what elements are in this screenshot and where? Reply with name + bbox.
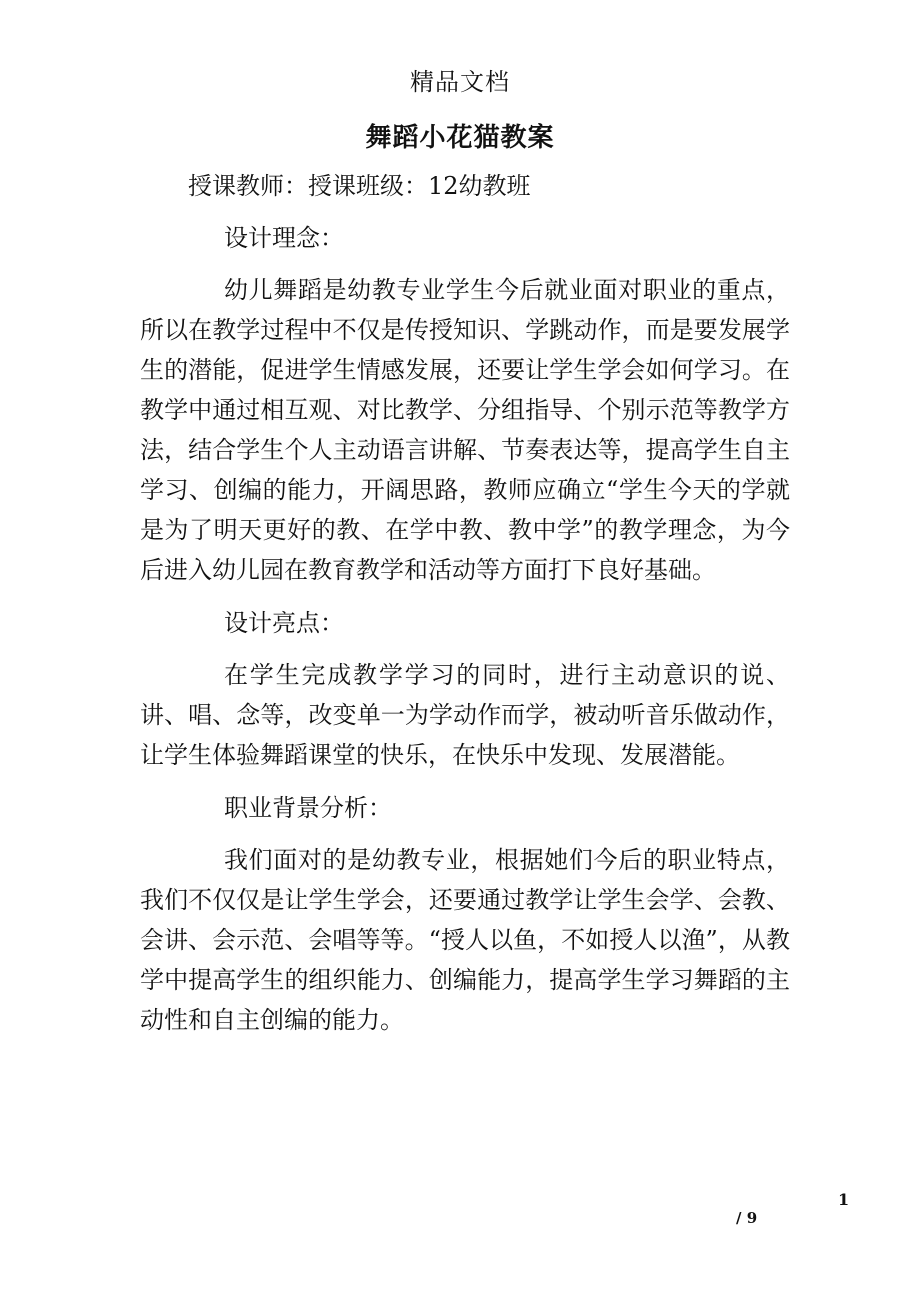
page-number: 1: [838, 1190, 850, 1209]
page-header: 精品文档: [410, 68, 510, 96]
section-heading-design-concept: 设计理念：: [224, 224, 344, 252]
section-body-design-highlights: 在学生完成教学学习的同时，进行主动意识的说、讲、唱、念等，改变单一为学动作而学，被动听音乐做动作，让学生体验舞蹈课堂的快乐，在快乐中发现、发展潜能。: [140, 661, 790, 769]
class-info: 授课教师：授课班级：12幼教班: [188, 172, 531, 200]
section-body-career-background: 我们面对的是幼教专业，根据她们今后的职业特点，我们不仅仅是让学生学会，还要通过教学让学生会学、会教、会讲、会示范、会唱等等。“授人以鱼，不如授人以渔”，从教学中提高学生的组织能力、创编能力，提高学生学习舞蹈的主动性和自主创编的能力。: [140, 846, 790, 1034]
document-title: 舞蹈小花猫教案: [365, 123, 555, 153]
section-body-design-concept: 幼儿舞蹈是幼教专业学生今后就业面对职业的重点，所以在教学过程中不仅是传授知识、学跳动作，而是要发展学生的潜能，促进学生情感发展，还要让学生学会如何学习。在教学中通过相互观、对比教学、分组指导、个别示范等教学方法，结合学生个人主动语言讲解、节奏表达等，提高学生自主学习、创编的能力，开阔思路，教师应确立“学生今天的学就是为了明天更好的教、在学中教、教中学”的教学理念，为今后进入幼儿园在教育教学和活动等方面打下良好基础。: [140, 276, 790, 584]
section-heading-career-background: 职业背景分析：: [224, 794, 392, 822]
page-total: / 9: [736, 1209, 758, 1227]
section-heading-design-highlights: 设计亮点：: [224, 609, 344, 637]
document-body: [140, 166, 790, 1053]
